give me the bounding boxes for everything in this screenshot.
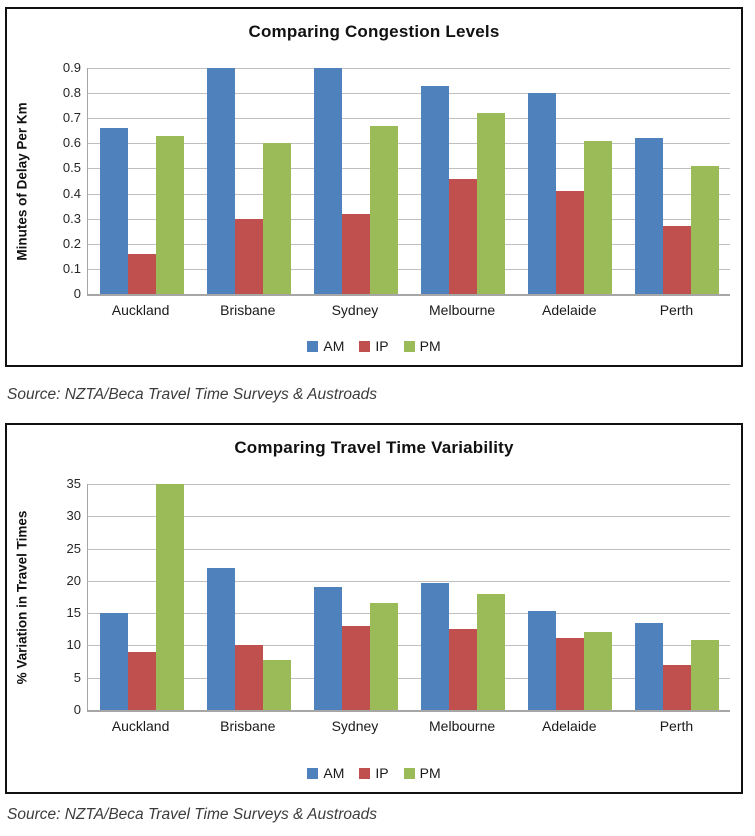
bar-adelaide-pm (584, 632, 612, 710)
legend-item-pm (404, 338, 441, 354)
chart-title: Comparing Congestion Levels (248, 22, 500, 41)
y-tick-label: 0.3 (62, 210, 81, 226)
y-tick-label: 10 (66, 637, 81, 653)
bar-sydney-am (314, 68, 342, 294)
bar-auckland-am (100, 128, 128, 294)
y-axis-title (7, 484, 37, 710)
bar-group-sydney (302, 68, 409, 294)
legend-swatch-ip (359, 341, 370, 352)
bar-adelaide-ip (556, 638, 584, 710)
y-tick-label: 5 (73, 669, 81, 685)
bar-auckland-pm (156, 484, 184, 710)
bar-brisbane-am (207, 568, 235, 710)
x-category-label-auckland: Auckland (111, 718, 170, 734)
bar-group-melbourne (409, 484, 516, 710)
x-category-label-brisbane: Brisbane (220, 302, 276, 318)
bar-group-brisbane (195, 484, 302, 710)
bar-perth-pm (691, 640, 719, 710)
bar-sydney-ip (342, 626, 370, 710)
y-tick-label: 0.6 (62, 135, 81, 151)
y-tick-label: 20 (66, 572, 81, 588)
bar-sydney-pm (370, 603, 398, 710)
bar-group-auckland (88, 68, 195, 294)
bar-brisbane-ip (235, 219, 263, 294)
bar-auckland-ip (128, 254, 156, 294)
x-axis-labels (87, 718, 730, 734)
bar-perth-ip (663, 226, 691, 294)
x-category-label-auckland: Auckland (111, 302, 170, 318)
x-category-label-melbourne: Melbourne (429, 302, 496, 318)
bars-layer (88, 484, 730, 710)
y-axis-title-text: % Variation in Travel Times (14, 510, 30, 684)
source-note: Source: NZTA/Beca Travel Time Surveys & Austroads (7, 386, 377, 403)
bar-group-perth (623, 484, 730, 710)
plot-area (87, 484, 730, 712)
bar-sydney-ip (342, 214, 370, 294)
bar-brisbane-pm (263, 143, 291, 294)
y-tick-label: 0.9 (62, 60, 81, 75)
legend-swatch-am (307, 768, 318, 779)
legend-label: IP (375, 338, 389, 354)
bar-group-brisbane (195, 68, 302, 294)
y-tick-label: 0.4 (62, 185, 81, 201)
bar-perth-pm (691, 166, 719, 294)
source-note: Source: NZTA/Beca Travel Time Surveys & Austroads (7, 806, 377, 823)
congestion-chart-panel (5, 7, 743, 367)
bar-group-sydney (302, 484, 409, 710)
bar-sydney-pm (370, 126, 398, 294)
bar-auckland-ip (128, 652, 156, 710)
y-tick-label: 0.7 (62, 110, 81, 126)
legend-label: AM (323, 765, 345, 781)
bar-adelaide-am (528, 93, 556, 294)
bar-brisbane-pm (263, 660, 291, 710)
y-tick-label: 35 (66, 476, 81, 491)
legend-label: AM (323, 338, 345, 354)
y-axis-title-text: Minutes of Delay Per Km (14, 101, 30, 261)
x-category-label-sydney: Sydney (331, 718, 379, 734)
legend-item-pm (404, 765, 441, 781)
bar-melbourne-ip (449, 629, 477, 710)
bar-melbourne-ip (449, 179, 477, 295)
bar-adelaide-am (528, 611, 556, 710)
bar-perth-am (635, 623, 663, 710)
plot-area (87, 68, 730, 296)
bar-brisbane-am (207, 68, 235, 294)
y-tick-label: 25 (66, 540, 81, 556)
legend-item-ip (359, 338, 388, 354)
x-category-label-sydney: Sydney (331, 302, 379, 318)
bar-melbourne-pm (477, 594, 505, 710)
legend-item-am (307, 765, 344, 781)
y-tick-label: 0.5 (62, 160, 81, 176)
y-axis-ticks (35, 60, 81, 301)
bar-melbourne-pm (477, 113, 505, 294)
legend-swatch-am (307, 341, 318, 352)
bar-group-perth (623, 68, 730, 294)
y-tick-label: 0 (73, 286, 81, 301)
y-tick-label: 15 (66, 605, 81, 621)
x-category-label-perth: Perth (659, 718, 694, 734)
bar-group-melbourne (409, 68, 516, 294)
legend-swatch-pm (404, 341, 415, 352)
legend (7, 765, 741, 781)
bar-melbourne-am (421, 86, 449, 294)
y-tick-label: 0 (73, 702, 81, 717)
variability-chart-panel (5, 423, 743, 794)
bar-perth-am (635, 138, 663, 294)
legend-swatch-ip (359, 768, 370, 779)
bar-auckland-pm (156, 136, 184, 294)
bar-group-adelaide (516, 484, 623, 710)
chart-title: Comparing Travel Time Variability (234, 438, 514, 457)
bars-layer (88, 68, 730, 294)
bar-sydney-am (314, 587, 342, 710)
legend-label: IP (375, 765, 389, 781)
y-tick-label: 0.8 (62, 85, 81, 101)
legend-label: PM (419, 338, 441, 354)
bar-auckland-am (100, 613, 128, 710)
bar-adelaide-pm (584, 141, 612, 294)
bar-adelaide-ip (556, 191, 584, 294)
y-axis-title (7, 68, 37, 294)
legend-label: PM (419, 765, 441, 781)
legend-swatch-pm (404, 768, 415, 779)
bar-melbourne-am (421, 583, 449, 710)
y-tick-label: 0.2 (62, 235, 81, 251)
bar-brisbane-ip (235, 645, 263, 710)
legend-item-am (307, 338, 344, 354)
bar-perth-ip (663, 665, 691, 710)
legend (7, 338, 741, 354)
y-tick-label: 0.1 (62, 260, 81, 276)
y-tick-label: 30 (66, 508, 81, 524)
legend-item-ip (359, 765, 388, 781)
x-category-label-brisbane: Brisbane (220, 718, 276, 734)
x-category-label-perth: Perth (659, 302, 694, 318)
x-category-label-adelaide: Adelaide (542, 718, 597, 734)
bar-group-adelaide (516, 68, 623, 294)
bar-group-auckland (88, 484, 195, 710)
x-category-label-melbourne: Melbourne (429, 718, 496, 734)
y-axis-ticks (35, 476, 81, 717)
x-category-label-adelaide: Adelaide (542, 302, 597, 318)
x-axis-labels (87, 302, 730, 318)
